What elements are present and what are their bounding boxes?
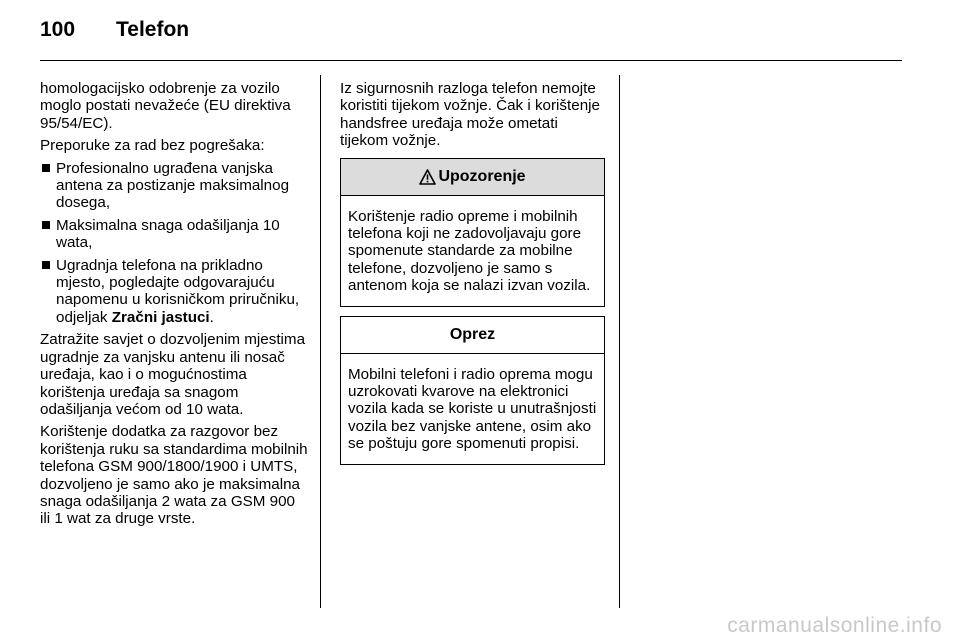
header-divider (40, 60, 902, 61)
list-item-text: Profesionalno ugrađena vanjska antena za postizanje maksimalnog dosega, (56, 159, 290, 212)
warning-box-header (341, 159, 604, 196)
warning-box-title: Upozorenje (438, 167, 526, 185)
paragraph-homologation: homologacijsko odobrenje za vozilo moglo postati nevažeće (EU direktiva 95/54/EC). (40, 80, 291, 132)
list-item (40, 217, 308, 252)
paragraph-recommendations: Preporuke za rad bez pogrešaka: (40, 137, 265, 155)
list-item (40, 257, 308, 327)
watermark-text: carmanualsonline.info (727, 614, 942, 637)
paragraph-safety: Iz sigurnosnih razloga telefon nemojte koristiti tijekom vožnje. Čak i korištenje handsfree uređaja može ometati tijekom vožnje. (340, 80, 600, 150)
page-header (40, 18, 189, 42)
list-item-tail: . (209, 308, 214, 326)
column-divider-right (619, 75, 620, 608)
bullet-square-icon (42, 261, 50, 269)
caution-box-header (341, 317, 604, 354)
left-column (40, 80, 308, 533)
paragraph-antenna-advice: Zatražite savjet o dozvoljenim mjestima ugradnje za vanjsku antenu ili nosač uređaja, kao i o mogućnostima korištenja uređaja sa snagom odašiljanja većom od 10 wata. (40, 331, 306, 418)
warning-triangle-icon (419, 169, 436, 185)
bullet-square-icon (42, 221, 50, 229)
list-item (40, 160, 308, 212)
warning-box (340, 158, 605, 307)
paragraph-handsfree: Korištenje dodatka za razgovor bez korištenja ruku sa standardima mobilnih telefona GSM 900/1800/1900 i UMTS, dozvoljeno je samo ako je maksimalna snaga odašiljanja 2 wata za GSM 900 ili 1 wat za druge vrste. (40, 423, 308, 528)
caution-box-body: Mobilni telefoni i radio oprema mogu uzrokovati kvarove na elektronici vozila kada se koriste u unutrašnjosti vozila bez vanjske antene, osim ako se poštuju gore spomenuti propisi. (348, 365, 597, 453)
list-item-text: Maksimalna snaga odašiljanja 10 wata, (56, 216, 280, 252)
middle-column (340, 80, 605, 465)
airbag-section-reference[interactable]: Zračni jastuci (111, 308, 210, 326)
caution-box-title: Oprez (449, 325, 496, 343)
list-item-text: Ugradnja telefona na prikladno mjesto, pogledajte odgovarajuću napomenu u korisničkom priručniku, odjeljak (56, 256, 300, 326)
caution-box (340, 316, 605, 465)
column-divider-left (320, 75, 321, 608)
page-title: Telefon (116, 18, 190, 41)
bullet-square-icon (42, 164, 50, 172)
page-number: 100 (40, 18, 76, 41)
recommendation-list (40, 160, 308, 327)
warning-box-body: Korištenje radio opreme i mobilnih telefona koji ne zadovoljavaju gore spomenute standarde za mobilne telefone, dozvoljeno je samo s antenom koja se nalazi izvan vozila. (348, 207, 591, 295)
